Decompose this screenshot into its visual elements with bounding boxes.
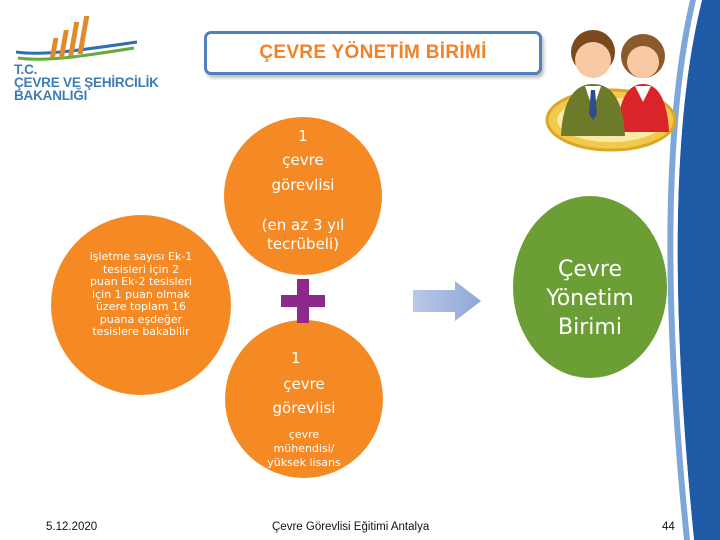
left-circle-line: puana eşdeğer (99, 312, 183, 326)
top-circle-requirement-line: (en az 3 yıl (261, 216, 345, 234)
left-circle-line: puan Ek-2 tesisleri (90, 275, 192, 288)
bottom-circle-qualification-line: mühendisi/ (273, 442, 335, 455)
ministry-name-line: BAKANLIĞI (14, 88, 88, 103)
left-circle-text (56, 251, 226, 339)
right-arrow-icon (413, 281, 481, 321)
bottom-circle-qualification (225, 428, 383, 470)
bottom-circle-qualification-line: çevre (288, 428, 320, 441)
title-box (204, 31, 542, 75)
left-circle-line: için 1 puan olmak (92, 287, 190, 301)
page-number: 44 (662, 521, 675, 533)
right-circle-text (513, 255, 667, 342)
bottom-circle-count: 1 (291, 349, 301, 367)
ministry-name (14, 62, 159, 103)
bottom-circle-qualification-line: yüksek lisans (267, 456, 341, 469)
bottom-circle-role-line: görevlisi (272, 399, 336, 417)
top-circle-requirement-line: tecrübeli) (267, 235, 339, 253)
right-circle-line: Birimi (558, 315, 622, 340)
bottom-circle-role-line: çevre (283, 375, 325, 393)
left-circle-line: tesislere bakabilir (92, 325, 190, 338)
top-circle-role-line: çevre (282, 151, 324, 169)
page-title: ÇEVRE YÖNETİM BİRİMİ (259, 42, 487, 63)
top-circle-count: 1 (298, 127, 308, 145)
top-circle-role-line: görevlisi (271, 176, 335, 194)
ministry-name-line: T.C. (14, 62, 38, 77)
right-circle-line: Yönetim (546, 286, 634, 311)
left-circle-line: tesisleri için 2 (102, 262, 180, 276)
left-circle-line: üzere toplam 16 (95, 300, 187, 313)
top-circle-requirement (224, 216, 382, 254)
plus-icon (281, 279, 325, 323)
footer-title: Çevre Görevlisi Eğitimi Antalya (272, 521, 430, 533)
footer-date: 5.12.2020 (46, 521, 98, 533)
ministry-name-line: ÇEVRE VE ŞEHİRCİLİK (14, 75, 159, 90)
right-circle-line: Çevre (557, 257, 622, 282)
people-icon (543, 14, 693, 154)
left-circle-line: işletme sayısı Ek-1 (89, 250, 193, 263)
